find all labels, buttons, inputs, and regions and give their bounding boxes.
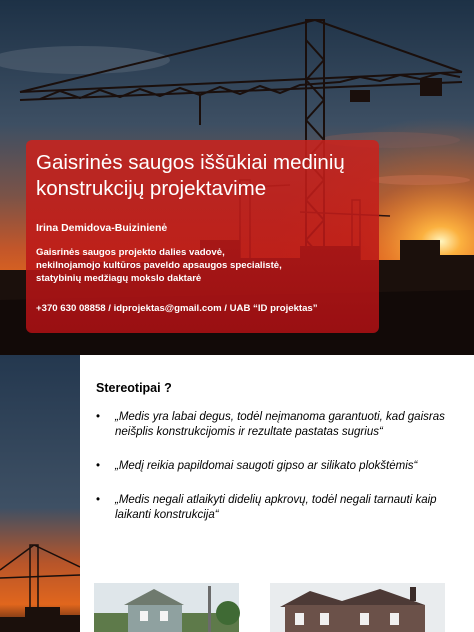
bullet-text: „Medis yra labai degus, todėl neįmanoma garantuoti, kad gaisras neišplis konstrukcijomis ir rezultate pastatas sugrius“ (115, 411, 445, 438)
stereotypes-slide (0, 355, 474, 632)
author-name: Irina Demidova-Buizinienė (36, 222, 168, 234)
bullet-icon: • (96, 494, 101, 506)
contact-info: +370 630 08858 / idprojektas@gmail.com / UAB “ID projektas” (36, 303, 318, 314)
wooden-house-photo-left (94, 583, 240, 632)
slide-content (80, 355, 474, 632)
bullet-icon: • (96, 411, 101, 423)
list-item (96, 493, 456, 523)
stereotype-list (96, 410, 456, 542)
bullet-icon: • (96, 460, 101, 472)
bullet-text: „Medis negali atlaikyti didelių apkrovų, todėl negali tarnauti kaip laikanti konstrukcija“ (115, 494, 437, 521)
presentation-title: Gaisrinės saugos iššūkiai medinių konstrukcijų projektavime (36, 151, 345, 200)
role-line: Gaisrinės saugos projekto dalies vadovė, (36, 247, 225, 258)
author-role (36, 246, 369, 285)
role-line: statybinių medžiagų mokslo daktarė (36, 273, 202, 284)
wooden-house-photo-right (270, 583, 445, 632)
bullet-text: „Medį reikia papildomai saugoti gipso ar silikato plokštėmis“ (115, 460, 418, 472)
role-line: nekilnojamojo kultūros paveldo apsaugos specialistė, (36, 260, 282, 271)
slide-heading: Stereotipai ? (96, 381, 172, 395)
list-item (96, 410, 456, 440)
crane-side-photo (0, 355, 80, 632)
wooden-house-photos (80, 583, 474, 632)
title-box (26, 140, 379, 333)
list-item (96, 459, 456, 474)
